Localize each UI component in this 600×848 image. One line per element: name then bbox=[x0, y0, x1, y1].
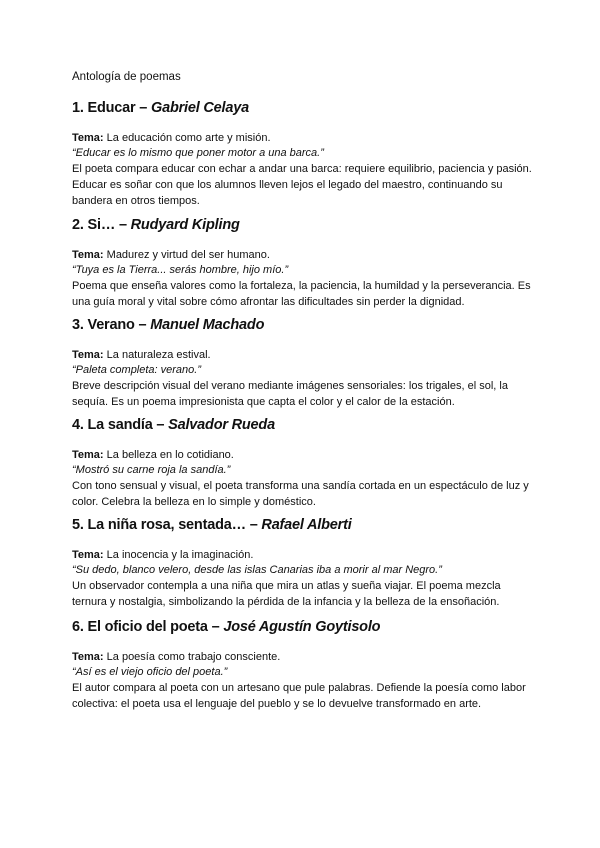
theme-text: La belleza en lo cotidiano. bbox=[106, 449, 234, 461]
poem-quote: “Tuya es la Tierra... serás hombre, hijo mío.” bbox=[72, 264, 289, 276]
poem-description: El poeta compara educar con echar a andar una barca: requiere equilibrio, paciencia y pasión. Educar es soñar con que los alumnos lleven lejos el legado del maestro, continuando su bandera en otros tiempos. bbox=[72, 163, 532, 207]
poem-section bbox=[72, 216, 532, 310]
poem-heading bbox=[72, 416, 532, 434]
poem-theme bbox=[72, 548, 532, 563]
theme-text: La poesía como trabajo consciente. bbox=[106, 651, 281, 663]
poem-section bbox=[72, 99, 532, 209]
poem-description: Breve descripción visual del verano mediante imágenes sensoriales: los trigales, el sol, la sequía. Es un poema impresionista que capta el color y el calor de la estación. bbox=[72, 380, 508, 408]
poem-author: Gabriel Celaya bbox=[151, 100, 249, 116]
poem-theme bbox=[72, 248, 532, 263]
poem-section bbox=[72, 516, 532, 610]
poem-quote: “Su dedo, blanco velero, desde las islas Canarias iba a morir al mar Negro.” bbox=[72, 564, 442, 576]
poem-author: Rafael Alberti bbox=[261, 517, 352, 533]
theme-text: Madurez y virtud del ser humano. bbox=[106, 249, 270, 261]
poem-theme bbox=[72, 650, 532, 665]
poem-author: Manuel Machado bbox=[150, 317, 265, 333]
theme-text: La naturaleza estival. bbox=[106, 349, 211, 361]
poem-quote: “Paleta completa: verano.” bbox=[72, 364, 202, 376]
theme-label: Tema: bbox=[72, 651, 104, 663]
poem-title: 1. Educar – bbox=[72, 100, 151, 116]
poem-title: 4. La sandía – bbox=[72, 417, 169, 433]
poem-heading bbox=[72, 216, 532, 234]
poem-description: El autor compara al poeta con un artesano que pule palabras. Defiende la poesía como labor colectiva: el poeta usa el lenguaje del pueblo y se lo devuelve transformado en arte. bbox=[72, 682, 526, 710]
poem-author: Salvador Rueda bbox=[168, 417, 275, 433]
poem-author: José Agustín Goytisolo bbox=[223, 619, 381, 635]
theme-label: Tema: bbox=[72, 132, 104, 144]
poem-section bbox=[72, 316, 532, 410]
theme-label: Tema: bbox=[72, 449, 104, 461]
poem-theme bbox=[72, 131, 532, 146]
poem-title: 2. Si… – bbox=[72, 217, 131, 233]
poem-description: Un observador contempla a una niña que mira un atlas y sueña viajar. El poema mezcla ternura y nostalgia, simbolizando la pérdida de la infancia y la belleza de la ensoñación. bbox=[72, 580, 501, 608]
poem-quote: “Educar es lo mismo que poner motor a una barca.” bbox=[72, 147, 324, 159]
poem-heading bbox=[72, 516, 532, 534]
poem-description: Con tono sensual y visual, el poeta transforma una sandía cortada en un espectáculo de luz y color. Celebra la belleza en lo simple y doméstico. bbox=[72, 480, 529, 508]
theme-label: Tema: bbox=[72, 249, 104, 261]
poem-heading bbox=[72, 618, 532, 636]
poem-theme bbox=[72, 448, 532, 463]
poem-description: Poema que enseña valores como la fortaleza, la paciencia, la humildad y la perseverancia. Es una guía moral y vital sobre cómo afrontar las dificultades sin perder la dignidad. bbox=[72, 280, 531, 308]
poem-title: 5. La niña rosa, sentada… – bbox=[72, 517, 262, 533]
poem-author: Rudyard Kipling bbox=[130, 217, 240, 233]
poem-quote: “Mostró su carne roja la sandía.” bbox=[72, 464, 231, 476]
poem-title: 3. Verano – bbox=[72, 317, 151, 333]
theme-text: La inocencia y la imaginación. bbox=[106, 549, 254, 561]
document-title: Antología de poemas bbox=[72, 71, 181, 83]
poem-heading bbox=[72, 99, 532, 117]
poem-heading bbox=[72, 316, 532, 334]
poem-section bbox=[72, 416, 532, 510]
poem-theme bbox=[72, 348, 532, 363]
theme-label: Tema: bbox=[72, 349, 104, 361]
poem-quote: “Así es el viejo oficio del poeta.” bbox=[72, 666, 228, 678]
theme-label: Tema: bbox=[72, 549, 104, 561]
poem-title: 6. El oficio del poeta – bbox=[72, 619, 224, 635]
theme-text: La educación como arte y misión. bbox=[106, 132, 271, 144]
poem-section bbox=[72, 618, 532, 712]
